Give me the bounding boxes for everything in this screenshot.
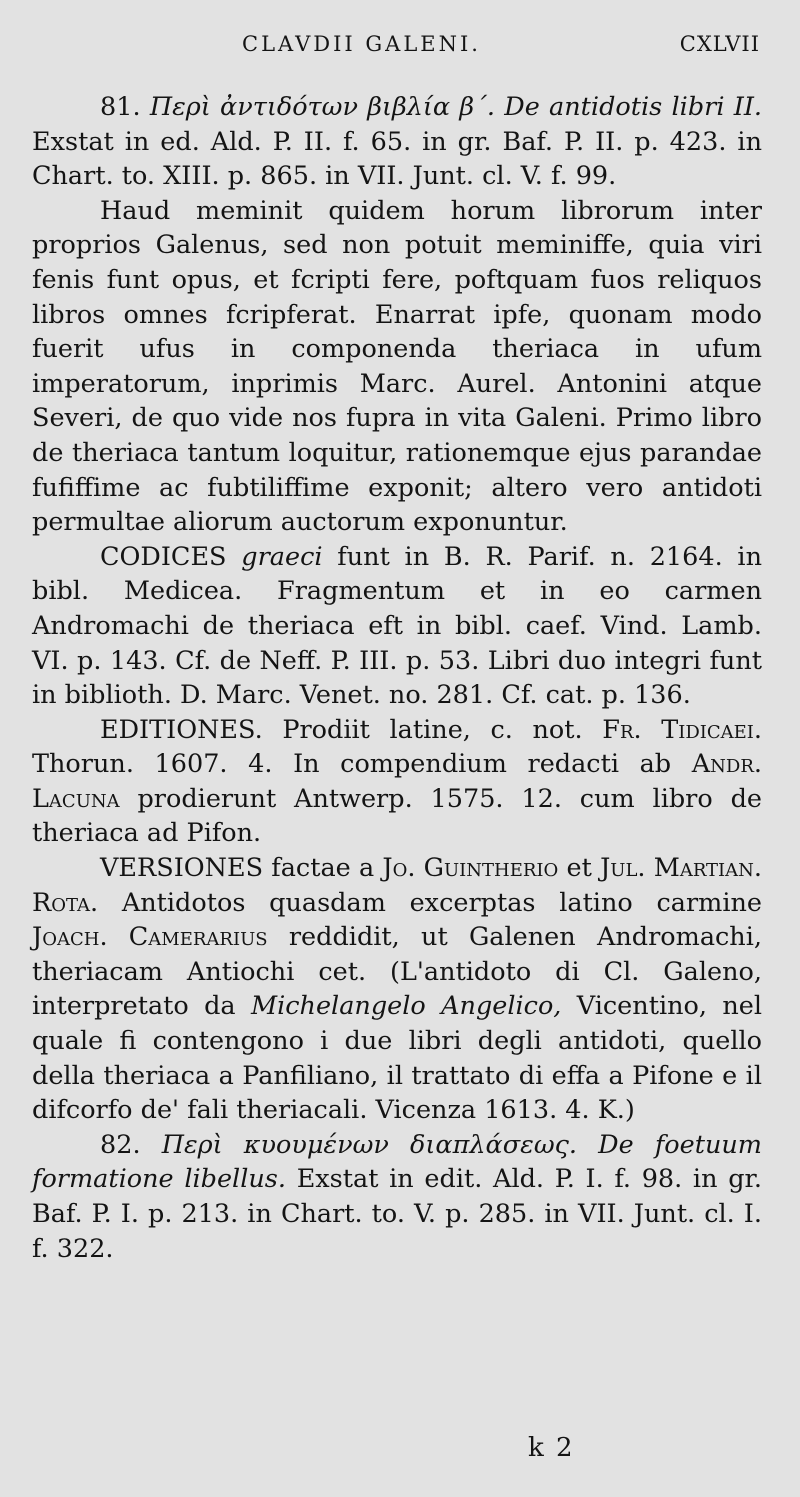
signature-mark: k 2 — [528, 1433, 575, 1463]
latin-title: De foetuum formatione libellus. — [32, 1129, 762, 1195]
entry-text: Exstat in ed. Ald. P. II. f. 65. in gr. Baf. P. II. p. 423. in Chart. to. XIII. p. 865. in VII. Junt. cl. V. f. 99. — [32, 126, 762, 192]
versiones-text-5: Vicentino, nel quale fi contengono i due libri degli antidoti, quello della theriaca a Panfiliano, il trattato di effa a Pifone e il difcorfo de' fali theriacali. Vicenza 1613. 4. K.) — [32, 991, 762, 1126]
translator-name: Jo. Guintherio — [382, 853, 559, 884]
translator-name: Joach. Camerarius — [32, 922, 268, 953]
running-title: CLAVDII GALENI. — [242, 32, 481, 56]
versiones-label: VERSIONES — [100, 853, 264, 884]
editiones-text-1: Prodiit latine, c. not. — [282, 714, 583, 745]
versiones-paragraph — [32, 851, 762, 1128]
editiones-text-2: Thorun. 1607. 4. In compendium redacti ab — [32, 749, 672, 780]
codices-italic: graeci — [241, 541, 323, 572]
entry-number: 81. — [100, 92, 141, 122]
versiones-text-3: Antidotos quasdam excerptas latino carmine — [121, 887, 762, 918]
codices-paragraph — [32, 540, 762, 713]
page-number: CXLVII — [679, 32, 760, 56]
versiones-text-4: reddidit, ut Galenen Andromachi, theriacam Antiochi cet. (L'antidoto di Cl. Galeno, interpretato da — [32, 922, 762, 1022]
greek-title: Περὶ κυουμένων διαπλάσεως. — [161, 1129, 578, 1160]
codices-label: CODICES — [100, 541, 227, 572]
greek-title: Περὶ ἀντιδότων βιβλία β΄. — [149, 92, 495, 122]
editiones-paragraph — [32, 713, 762, 851]
paragraph-haud: Haud meminit quidem horum librorum inter proprios Galenus, sed non potuit meminiffe, quia viri fenis funt opus, et fcripti fere, poftquam fuos reliquos libros omnes fcripferat. Enarrat ipfe, quonam modo fuerit ufus in componenda theriaca in ufum imperatorum, inprimis Marc. Aurel. Antonini atque Severi, de quo vide nos fupra in vita Galeni. Primo libro de theriaca tantum loquitur, rationemque ejus parandae fufiffime ac fubtiliffime exponit; altero vero antidoti permultae aliorum auctorum exponuntur. — [32, 195, 762, 538]
entry-text: Exstat in edit. Ald. P. I. f. 98. in gr. Baf. P. I. p. 213. in Chart. to. V. p. 285. in VII. Junt. cl. I. f. 322. — [32, 1164, 763, 1264]
codices-text: funt in B. R. Parif. n. 2164. in bibl. Medicea. Fragmentum et in eo carmen Andromachi de theriaca eft in bibl. caef. Vind. Lamb. VI. p. 143. Cf. de Neff. P. III. p. 53. Libri duo integri funt in biblioth. D. Marc. Venet. no. 281. Cf. cat. p. 136. — [32, 541, 763, 711]
page-header — [32, 28, 762, 68]
body-text — [32, 90, 762, 1266]
editor-name: Fr. Tidicaei. — [602, 714, 762, 745]
translator-italic: Michelangelo Angelico, — [251, 991, 562, 1022]
editiones-text-3: prodierunt Antwerp. 1575. 12. cum libro de theriaca ad Pifon. — [32, 783, 762, 849]
editor-name: Andr. Lacuna — [32, 749, 762, 814]
editiones-label: EDITIONES. — [100, 714, 263, 745]
entry-number: 82. — [100, 1129, 141, 1160]
entry-81 — [32, 90, 762, 194]
translator-name: Jul. Martian. Rota. — [32, 853, 763, 918]
versiones-text-1: factae a — [271, 853, 375, 884]
versiones-text-2: et — [566, 853, 592, 884]
latin-title: De antidotis libri II. — [504, 92, 763, 122]
entry-82 — [32, 1128, 762, 1266]
